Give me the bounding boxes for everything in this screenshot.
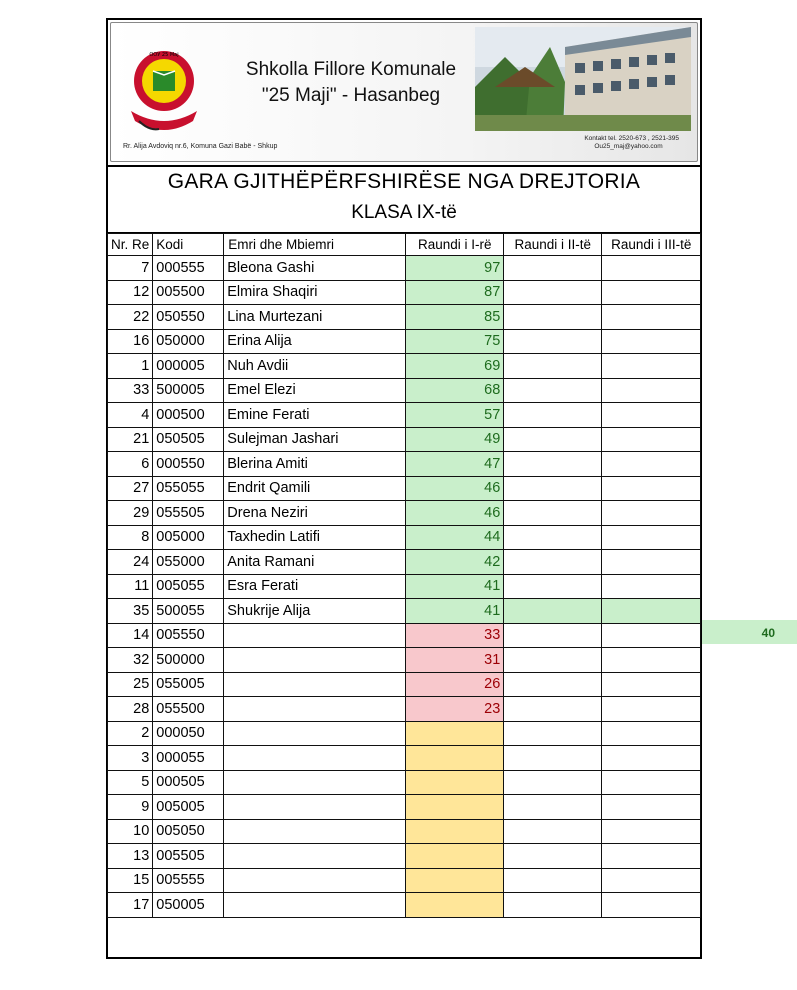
row-round1-score <box>406 819 504 844</box>
row-round1-score <box>406 844 504 869</box>
row-nr: 4 <box>108 403 153 428</box>
row-kodi: 005005 <box>153 795 224 820</box>
row-kodi: 000555 <box>153 256 224 281</box>
row-name <box>224 819 406 844</box>
row-kodi: 050000 <box>153 329 224 354</box>
row-name <box>224 893 406 918</box>
row-round2-score <box>504 623 602 648</box>
table-row <box>108 844 701 869</box>
row-name: Emel Elezi <box>224 378 406 403</box>
table-row <box>108 893 701 918</box>
row-round3-score <box>602 574 701 599</box>
school-address: Rr. Alija Avdoviq nr.6, Komuna Gazi Babë - Shkup <box>123 143 278 150</box>
row-name: Emine Ferati <box>224 403 406 428</box>
header-name: Emri dhe Mbiemri <box>224 234 406 256</box>
row-kodi: 055000 <box>153 550 224 575</box>
table-row <box>108 329 701 354</box>
table-row <box>108 256 701 281</box>
row-nr: 35 <box>108 599 153 624</box>
row-nr: 1 <box>108 354 153 379</box>
row-round1-score <box>406 868 504 893</box>
row-round2-score <box>504 721 602 746</box>
row-kodi: 055505 <box>153 501 224 526</box>
row-nr: 22 <box>108 305 153 330</box>
row-kodi: 005500 <box>153 280 224 305</box>
row-round1-score: 47 <box>406 452 504 477</box>
row-kodi: 000050 <box>153 721 224 746</box>
row-kodi: 005555 <box>153 868 224 893</box>
row-round3-score <box>602 550 701 575</box>
table-row <box>108 770 701 795</box>
row-nr: 15 <box>108 868 153 893</box>
row-round1-score <box>406 721 504 746</box>
table-row <box>108 280 701 305</box>
row-kodi: 005505 <box>153 844 224 869</box>
row-name <box>224 746 406 771</box>
row-name: Lina Murtezani <box>224 305 406 330</box>
row-nr: 3 <box>108 746 153 771</box>
row-round2-score <box>504 746 602 771</box>
row-round1-score: 31 <box>406 648 504 673</box>
row-name <box>224 648 406 673</box>
row-round3-score <box>602 795 701 820</box>
row-round3-score <box>602 452 701 477</box>
row-nr: 33 <box>108 378 153 403</box>
row-name <box>224 672 406 697</box>
row-name <box>224 697 406 722</box>
row-round1-score <box>406 746 504 771</box>
row-round1-score: 57 <box>406 403 504 428</box>
row-name: Drena Neziri <box>224 501 406 526</box>
row-nr: 17 <box>108 893 153 918</box>
row-round3-score <box>602 770 701 795</box>
row-round1-score: 42 <box>406 550 504 575</box>
results-table <box>107 233 701 918</box>
row-round1-score: 97 <box>406 256 504 281</box>
row-name <box>224 721 406 746</box>
row-nr: 28 <box>108 697 153 722</box>
row-name <box>224 844 406 869</box>
row-name: Bleona Gashi <box>224 256 406 281</box>
row-kodi: 055055 <box>153 476 224 501</box>
table-row <box>108 476 701 501</box>
row-nr: 12 <box>108 280 153 305</box>
row-round2-score <box>504 770 602 795</box>
row-round3-score <box>602 427 701 452</box>
row-name: Sulejman Jashari <box>224 427 406 452</box>
row-kodi: 000005 <box>153 354 224 379</box>
row-kodi: 000550 <box>153 452 224 477</box>
school-banner <box>108 20 700 167</box>
row-round1-score: 33 <box>406 623 504 648</box>
row-name: Esra Ferati <box>224 574 406 599</box>
row-name <box>224 623 406 648</box>
header-kodi: Kodi <box>153 234 224 256</box>
table-row <box>108 452 701 477</box>
row-round3-score <box>602 501 701 526</box>
row-round2-score <box>504 501 602 526</box>
row-name <box>224 868 406 893</box>
table-row <box>108 623 701 648</box>
row-kodi: 055005 <box>153 672 224 697</box>
row-round1-score: 75 <box>406 329 504 354</box>
row-round3-score <box>602 893 701 918</box>
row-nr: 14 <box>108 623 153 648</box>
row-round1-score: 49 <box>406 427 504 452</box>
table-row <box>108 599 701 624</box>
row-nr: 5 <box>108 770 153 795</box>
contact-email: Ou25_maj@yahoo.com <box>594 143 663 150</box>
row-kodi: 005550 <box>153 623 224 648</box>
row-round2-score <box>504 819 602 844</box>
table-row <box>108 648 701 673</box>
row-round3-score <box>602 329 701 354</box>
row-kodi: 500005 <box>153 378 224 403</box>
row-round3-score <box>602 844 701 869</box>
row-round1-score <box>406 770 504 795</box>
row-round2-score <box>504 550 602 575</box>
row-round3-score <box>602 697 701 722</box>
table-row <box>108 868 701 893</box>
row-round2-score <box>504 280 602 305</box>
row-round2-score <box>504 378 602 403</box>
row-round1-score <box>406 893 504 918</box>
row-round3-score <box>602 623 701 648</box>
school-contact <box>584 135 679 151</box>
row-round3-score <box>602 819 701 844</box>
svg-text:ООУ 25 Мај: ООУ 25 Мај <box>149 52 179 58</box>
row-round2-score <box>504 648 602 673</box>
row-round2-score <box>504 427 602 452</box>
row-round1-score: 41 <box>406 599 504 624</box>
table-row <box>108 795 701 820</box>
school-logo <box>125 41 203 139</box>
header-round1: Raundi i I-rë <box>406 234 504 256</box>
row-round2-score <box>504 256 602 281</box>
row-nr: 29 <box>108 501 153 526</box>
table-row <box>108 378 701 403</box>
school-name-line2: "25 Maji" - Hasanbeg <box>261 85 441 106</box>
row-round2-score <box>504 893 602 918</box>
row-round2-score <box>504 672 602 697</box>
table-row <box>108 354 701 379</box>
row-kodi: 055500 <box>153 697 224 722</box>
row-name: Blerina Amiti <box>224 452 406 477</box>
row-round2-score <box>504 844 602 869</box>
row-kodi: 050005 <box>153 893 224 918</box>
row-name: Endrit Qamili <box>224 476 406 501</box>
row-round3-score <box>602 354 701 379</box>
row-kodi: 005000 <box>153 525 224 550</box>
table-row <box>108 574 701 599</box>
row-round1-score: 26 <box>406 672 504 697</box>
row-round2-score <box>504 329 602 354</box>
row-round2-score <box>504 354 602 379</box>
competition-title: GARA GJITHËPËRFSHIRËSE NGA DREJTORIA <box>167 170 641 193</box>
row-nr: 16 <box>108 329 153 354</box>
row-nr: 11 <box>108 574 153 599</box>
row-nr: 27 <box>108 476 153 501</box>
header-nr: Nr. Re <box>108 234 153 256</box>
row-nr: 9 <box>108 795 153 820</box>
class-title: KLASA IX-të <box>351 202 457 223</box>
row-nr: 13 <box>108 844 153 869</box>
table-row <box>108 427 701 452</box>
row-nr: 7 <box>108 256 153 281</box>
row-kodi: 000055 <box>153 746 224 771</box>
row-kodi: 000505 <box>153 770 224 795</box>
row-round2-score <box>504 697 602 722</box>
row-round3-score <box>602 378 701 403</box>
row-round1-score <box>406 795 504 820</box>
row-nr: 24 <box>108 550 153 575</box>
extra-score-cell: 40 <box>702 620 797 644</box>
school-building-photo <box>475 27 691 131</box>
header-round3: Raundi i III-të <box>602 234 701 256</box>
row-round2-score <box>504 476 602 501</box>
row-nr: 25 <box>108 672 153 697</box>
row-round2-score <box>504 452 602 477</box>
row-round3-score <box>602 868 701 893</box>
row-round2-score <box>504 599 602 624</box>
row-round3-score <box>602 525 701 550</box>
school-name-line1: Shkolla Fillore Komunale <box>245 59 457 80</box>
row-kodi: 500000 <box>153 648 224 673</box>
table-row <box>108 672 701 697</box>
row-round2-score <box>504 403 602 428</box>
row-name: Elmira Shaqiri <box>224 280 406 305</box>
row-nr: 8 <box>108 525 153 550</box>
row-round3-score <box>602 746 701 771</box>
row-round1-score: 68 <box>406 378 504 403</box>
row-round3-score <box>602 476 701 501</box>
row-kodi: 000500 <box>153 403 224 428</box>
row-nr: 6 <box>108 452 153 477</box>
row-round3-score <box>602 599 701 624</box>
row-kodi: 005050 <box>153 819 224 844</box>
row-name: Anita Ramani <box>224 550 406 575</box>
table-row <box>108 525 701 550</box>
table-row <box>108 697 701 722</box>
school-name <box>221 57 481 109</box>
table-row <box>108 305 701 330</box>
table-row <box>108 550 701 575</box>
row-name: Taxhedin Latifi <box>224 525 406 550</box>
row-round3-score <box>602 721 701 746</box>
row-nr: 10 <box>108 819 153 844</box>
row-round1-score: 23 <box>406 697 504 722</box>
row-round3-score <box>602 256 701 281</box>
table-row <box>108 721 701 746</box>
row-nr: 2 <box>108 721 153 746</box>
table-row <box>108 746 701 771</box>
row-nr: 21 <box>108 427 153 452</box>
row-name <box>224 770 406 795</box>
row-round2-score <box>504 868 602 893</box>
table-row <box>108 501 701 526</box>
table-row <box>108 819 701 844</box>
row-round2-score <box>504 525 602 550</box>
table-header-row <box>108 234 701 256</box>
row-round1-score: 44 <box>406 525 504 550</box>
row-round3-score <box>602 305 701 330</box>
row-round1-score: 46 <box>406 501 504 526</box>
row-round3-score <box>602 672 701 697</box>
row-round2-score <box>504 574 602 599</box>
row-kodi: 005055 <box>153 574 224 599</box>
row-name: Erina Alija <box>224 329 406 354</box>
table-row <box>108 403 701 428</box>
row-round3-score <box>602 648 701 673</box>
contact-phone: Kontakt tel. 2520-673 , 2521-395 <box>584 135 679 142</box>
row-round1-score: 85 <box>406 305 504 330</box>
header-round2: Raundi i II-të <box>504 234 602 256</box>
row-kodi: 050505 <box>153 427 224 452</box>
row-round1-score: 41 <box>406 574 504 599</box>
row-name <box>224 795 406 820</box>
row-nr: 32 <box>108 648 153 673</box>
row-round2-score <box>504 305 602 330</box>
row-round3-score <box>602 280 701 305</box>
row-round1-score: 69 <box>406 354 504 379</box>
row-round1-score: 46 <box>406 476 504 501</box>
row-name: Shukrije Alija <box>224 599 406 624</box>
row-kodi: 050550 <box>153 305 224 330</box>
row-kodi: 500055 <box>153 599 224 624</box>
row-name: Nuh Avdii <box>224 354 406 379</box>
row-round3-score <box>602 403 701 428</box>
row-round1-score: 87 <box>406 280 504 305</box>
row-round2-score <box>504 795 602 820</box>
